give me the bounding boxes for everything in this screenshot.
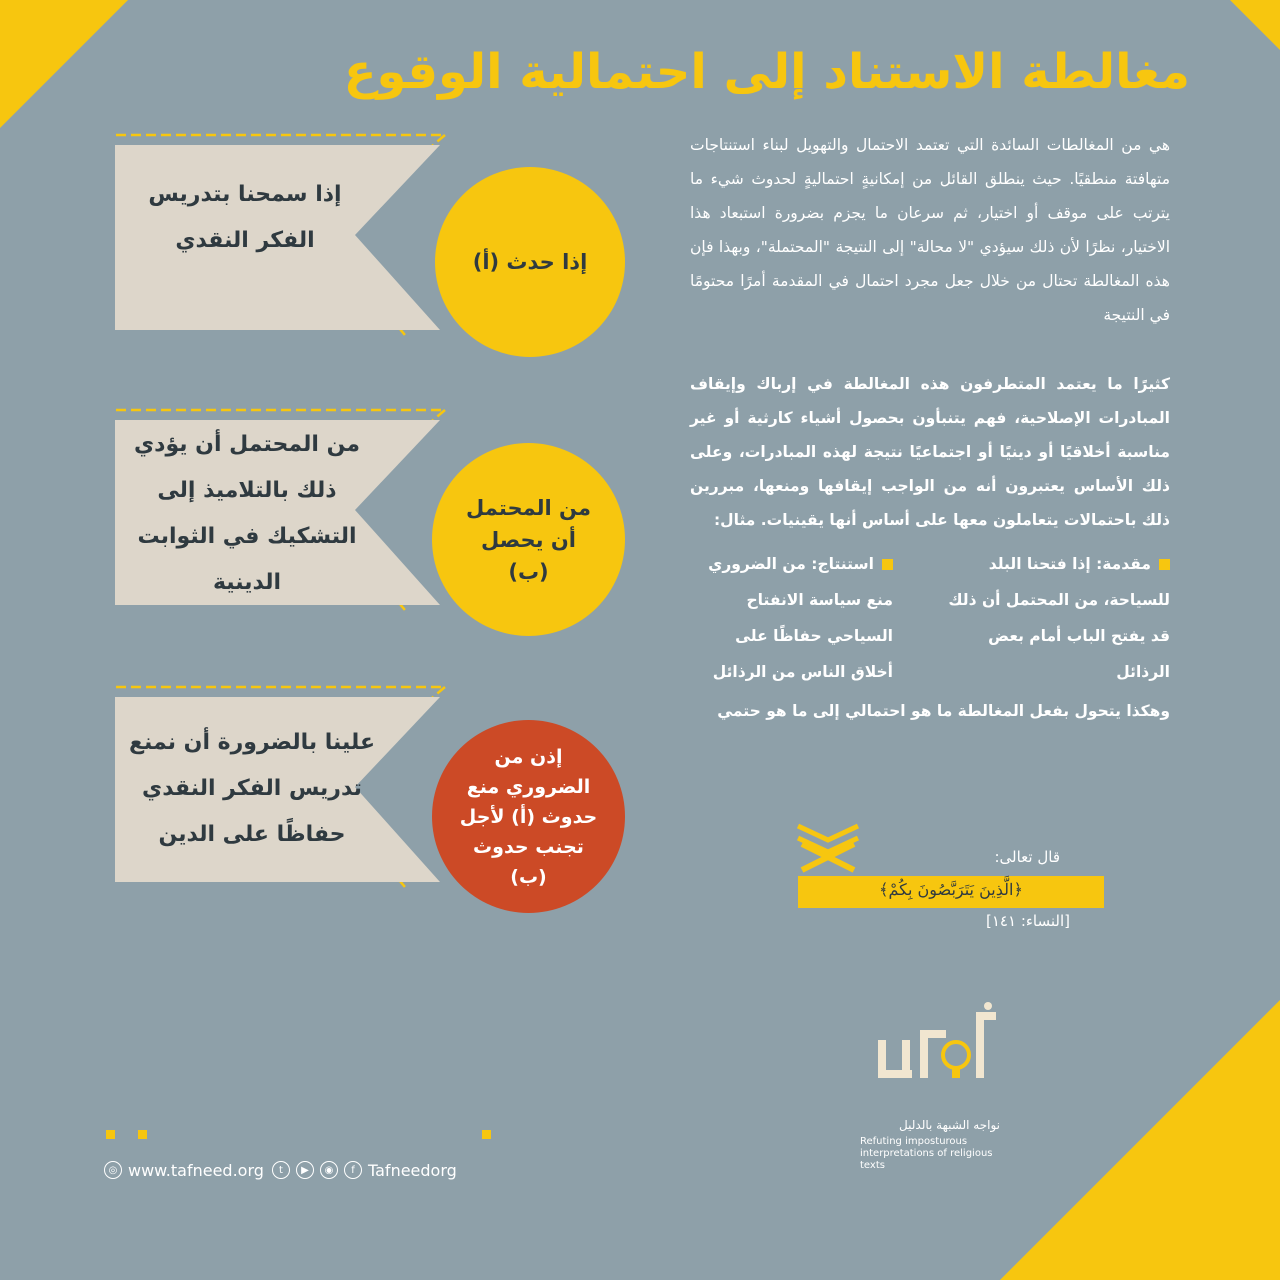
globe-icon: ◎ — [104, 1161, 122, 1179]
step-circle-2 — [432, 443, 625, 636]
logo-tagline — [860, 1118, 1010, 1172]
footer-dot — [138, 1130, 147, 1139]
footer-dot — [106, 1130, 115, 1139]
footer-dot — [482, 1130, 491, 1139]
bullet-square-icon — [882, 559, 893, 570]
instagram-icon[interactable]: ◉ — [320, 1161, 338, 1179]
step-circle-3 — [432, 720, 625, 913]
example-premise-text: مقدمة: إذا فتحنا البلد للسياحة، من المحتمل أن ذلك قد يفتح الباب أمام بعض الرذائل — [948, 555, 1170, 681]
step-circle-3-text: إذن من الضروري منع حدوث (أ) لأجل تجنب حدوث (ب) — [459, 745, 598, 888]
banner-3-text: علينا بالضرورة أن نمنع تدريس الفكر النقدي حفاظًا على الدين — [128, 730, 376, 847]
youtube-icon[interactable]: ▶ — [296, 1161, 314, 1179]
example-premise — [940, 546, 1170, 690]
website-link[interactable]: www.tafneed.org — [128, 1160, 264, 1180]
second-paragraph: كثيرًا ما يعتمد المتطرفون هذه المغالطة في إرباك وإيقاف المبادرات الإصلاحية، فهم يتنبأون بحصول أشياء كارثية أو غير مناسبة أخلاقيًا أو دينيًا أو اجتماعيًا نتيجة لهذه المبادرات، وعلى ذلك الأساس يعتبرون أنه من الواجب إيقافها ومنعها، مبررين ذلك باحتمالات يتعاملون معها على أساس أنها يقينيات. مثال: — [690, 375, 1170, 529]
footer-social-row — [272, 1158, 457, 1182]
social-handle[interactable]: Tafneedorg — [368, 1160, 457, 1180]
footer-website-row — [104, 1158, 264, 1182]
corner-triangle-bottom-right — [1000, 1000, 1280, 1280]
example-conclusion — [688, 546, 893, 690]
corner-triangle-top-left — [0, 0, 130, 130]
twitter-icon[interactable]: t — [272, 1161, 290, 1179]
logo-tagline-en: Refuting imposturous interpretations of religious texts — [860, 1136, 993, 1171]
intro-paragraph: هي من المغالطات السائدة التي تعتمد الاحتمال والتهويل لبناء استنتاجات متهافتة منطقيًا. حيث ينطلق القائل من إمكانيةٍ احتماليةٍ لحدوث شيء ما يترتب على موقف أو اختيار، ثم سرعان ما يجزم بضرورة استبعاد هذا الاختيار، نظرًا لأن ذلك سيؤدي "لا محالة" إلى النتيجة "المحتملة"، وبهذا فإن هذه المغالطة تحتال من خلال جعل مجرد احتمال في المقدمة أمرًا محتومًا في النتيجة — [690, 136, 1170, 324]
quran-reference: [النساء: ١٤١] — [986, 912, 1070, 930]
corner-triangle-top-right — [1230, 0, 1280, 50]
facebook-icon[interactable]: f — [344, 1161, 362, 1179]
bullet-square-icon — [1159, 559, 1170, 570]
step-circle-2-text: من المحتمل أن يحصل (ب) — [466, 495, 591, 584]
quran-verse: ﴿الَّذِينَ يَتَرَبَّصُونَ بِكُمْ﴾ — [879, 880, 1023, 899]
quran-label: قال تعالى: — [994, 848, 1060, 866]
open-book-icon — [790, 818, 866, 874]
logo-tagline-ar: نواجه الشبهة بالدليل — [899, 1118, 1000, 1132]
tafneed-logo — [872, 1000, 1002, 1084]
banner-2-text: من المحتمل أن يؤدي ذلك بالتلاميذ إلى التشكيك في الثوابت الدينية — [134, 432, 360, 595]
step-circle-1-text: إذا حدث (أ) — [472, 250, 588, 274]
step-circle-1 — [435, 167, 625, 357]
example-conclusion-text: استنتاج: من الضروري منع سياسة الانفتاح السياحي حفاظًا على أخلاق الناس من الرذائل — [708, 555, 893, 681]
banner-1-text: إذا سمحنا بتدريس الفكر النقدي — [148, 182, 342, 253]
page-title: مغالطة الاستناد إلى احتمالية الوقوع — [343, 44, 1190, 100]
closing-line: وهكذا يتحول بفعل المغالطة ما هو احتمالي إلى ما هو حتمي — [717, 702, 1170, 720]
